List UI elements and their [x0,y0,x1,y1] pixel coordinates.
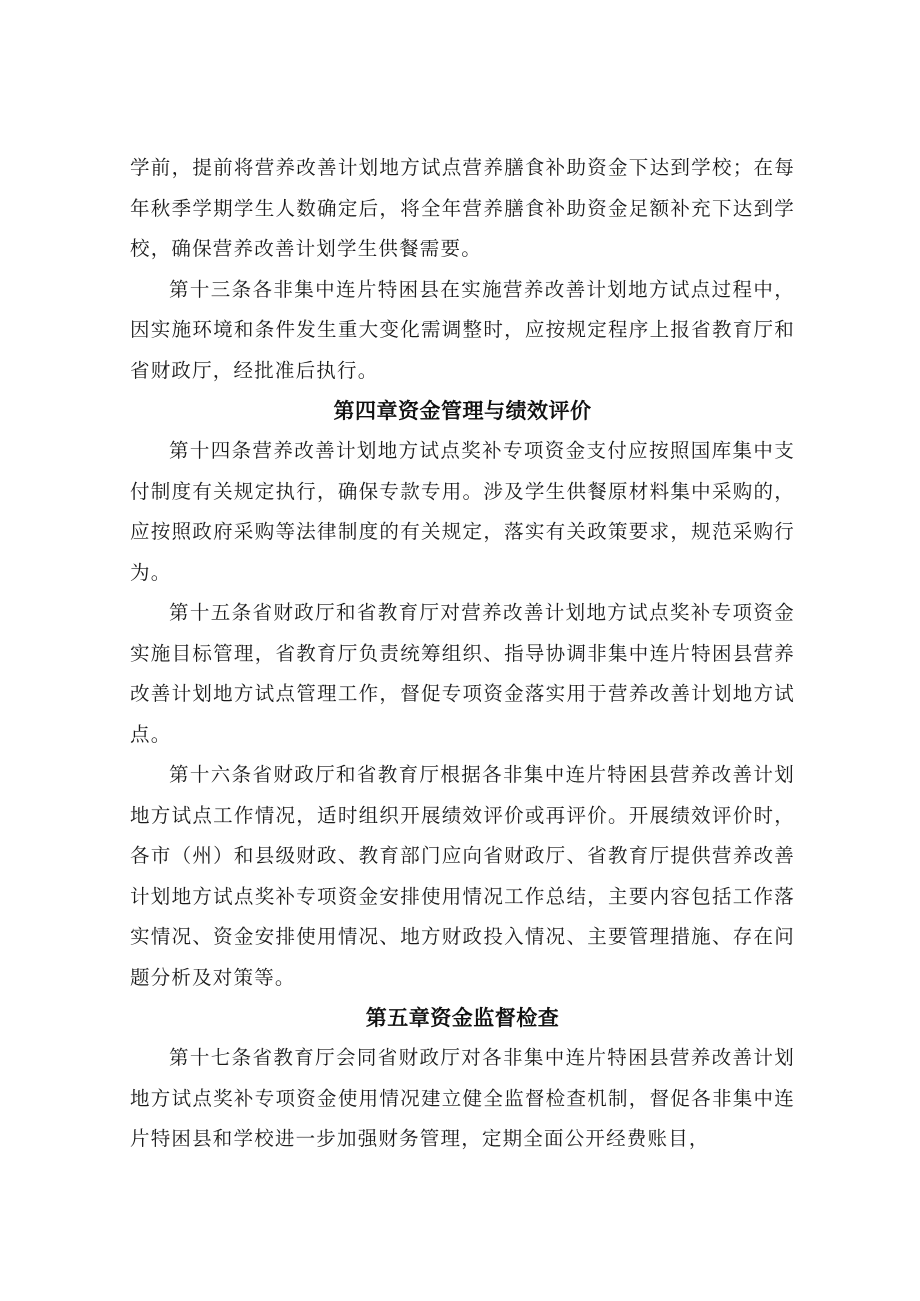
chapter-5-heading: 第五章资金监督检查 [365,1006,560,1030]
article-17-paragraph: 第十七条省教育厅会同省财政厅对各非集中连片特困县营养改善计划地方试点奖补专项资金使用情况建立健全监督检查机制，督促各非集中连片特困县和学校进一步加强财务管理，定期全面公开经费账目， [130,1046,795,1150]
article-15-paragraph: 第十五条省财政厅和省教育厅对营养改善计划地方试点奖补专项资金实施目标管理，省教育厅负责统筹组织、指导协调非集中连片特困县营养改善计划地方试点管理工作，督促专项资金落实用于营养改善计划地方试点。 [130,601,795,746]
document-body [130,148,795,1160]
article-13-paragraph: 第十三条各非集中连片特困县在实施营养改善计划地方试点过程中，因实施环境和条件发生重大变化需调整时，应按规定程序上报省教育厅和省财政厅，经批准后执行。 [130,277,795,382]
paragraph-continued: 学前，提前将营养改善计划地方试点营养膳食补助资金下达到学校；在每年秋季学期学生人数确定后，将全年营养膳食补助资金足额补充下达到学校，确保营养改善计划学生供餐需要。 [130,156,795,260]
chapter-4-heading: 第四章资金管理与绩效评价 [333,399,592,423]
article-16-paragraph: 第十六条省财政厅和省教育厅根据各非集中连片特困县营养改善计划地方试点工作情况，适时组织开展绩效评价或再评价。开展绩效评价时，各市（州）和县级财政、教育部门应向省财政厅、省教育厅提供营养改善计划地方试点奖补专项资金安排使用情况工作总结，主要内容包括工作落实情况、资金安排使用情况、地方财政投入情况、主要管理措施、存在问题分析及对策等。 [130,763,795,989]
article-14-paragraph: 第十四条营养改善计划地方试点奖补专项资金支付应按照国库集中支付制度有关规定执行，确保专款专用。涉及学生供餐原材料集中采购的，应按照政府采购等法律制度的有关规定，落实有关政策要求，规范采购行为。 [130,439,795,584]
